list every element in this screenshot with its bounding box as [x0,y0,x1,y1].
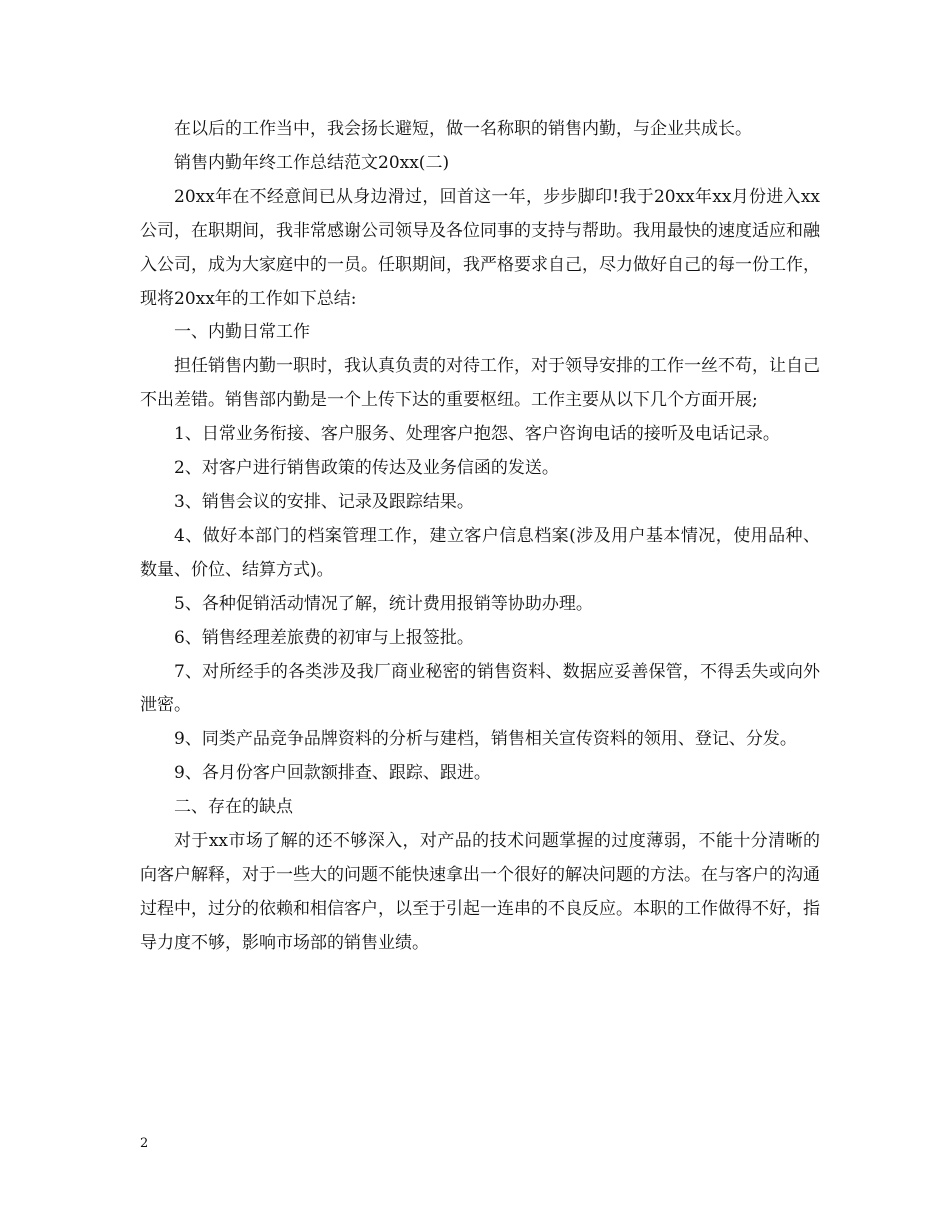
paragraph-closing-remark: 在以后的工作当中，我会扬长避短，做一名称职的销售内勤，与企业共成长。 [174,119,752,139]
list-item: 4、做好本部门的档案管理工作，建立客户信息档案(涉及用户基本情况，使用品种、数量、价位、结算方式)。 [140,525,820,580]
list-item: 1、日常业务衔接、客户服务、处理客户抱怨、客户咨询电话的接听及电话记录。 [174,424,780,445]
list-item: 3、销售会议的安排、记录及跟踪结果。 [174,491,474,512]
document-body [140,113,820,961]
paragraph-shortcomings: 对于xx市场了解的还不够深入，对产品的技术问题掌握的过度薄弱，不能十分清晰的向客户解释，对于一些大的问题不能快速拿出一个很好的解决问题的方法。在与客户的沟通过程中，过分的依赖和相信客户，以至于引起一连串的不良反应。本职的工作做得不好，指导力度不够，影响市场部的销售业绩。 [140,831,820,953]
paragraph-intro: 20xx年在不经意间已从身边滑过，回首这一年，步步脚印!我于20xx年xx月份进入xx公司，在职期间，我非常感谢公司领导及各位同事的支持与帮助。我用最快的速度适应和融入公司，成为大家庭中的一员。任职期间，我严格要求自己，尽力做好自己的每一份工作，现将20xx年的工作如下总结: [140,186,820,309]
list-item: 6、销售经理差旅费的初审与上报签批。 [174,627,474,648]
list-item: 7、对所经手的各类涉及我厂商业秘密的销售资料、数据应妥善保管，不得丢失或向外泄密。 [140,661,820,716]
paragraph-daily-work: 担任销售内勤一职时，我认真负责的对待工作，对于领导安排的工作一丝不苟，让自己不出差错。销售部内勤是一个上传下达的重要枢纽。工作主要从以下几个方面开展; [140,356,820,411]
section-title: 销售内勤年终工作总结范文20xx(二) [174,152,450,173]
list-item: 2、对客户进行销售政策的传达及业务信函的发送。 [174,458,559,479]
heading-daily-work: 一、内勤日常工作 [174,322,310,343]
list-item: 9、各月份客户回款额排查、跟踪、跟进。 [174,763,491,784]
list-item: 5、各种促销活动情况了解，统计费用报销等协助办理。 [174,593,593,614]
list-item: 9、同类产品竞争品牌资料的分析与建档，销售相关宣传资料的领用、登记、分发。 [174,729,797,750]
heading-shortcomings: 二、存在的缺点 [174,797,293,818]
page-number: 2 [140,1136,149,1151]
